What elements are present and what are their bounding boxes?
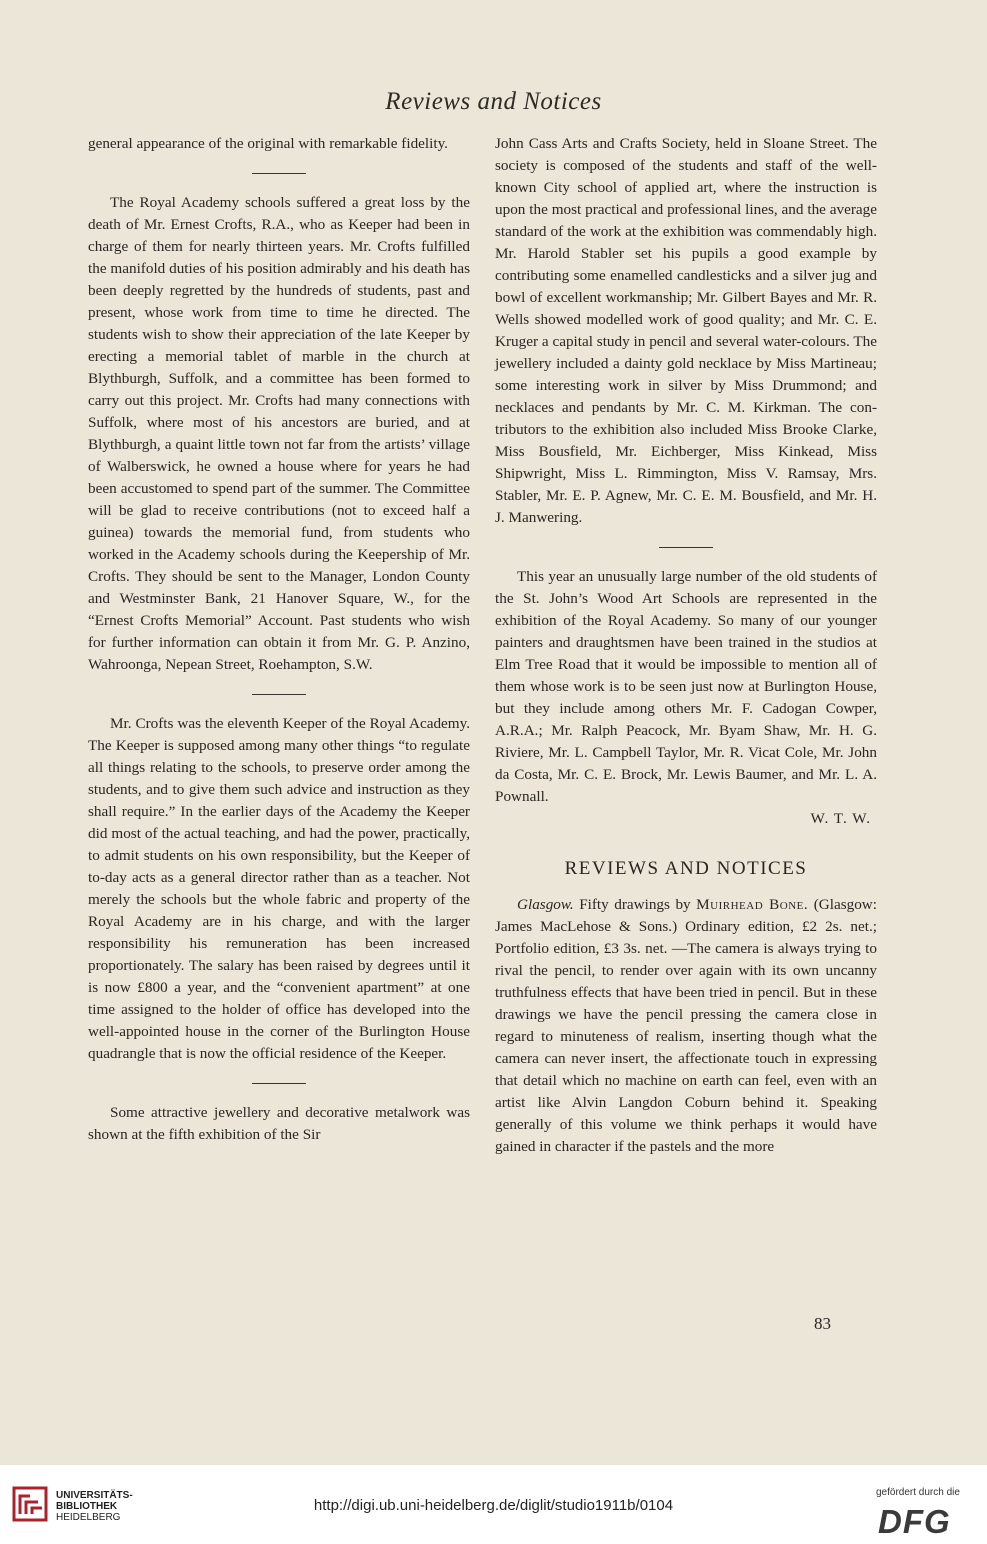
right-paragraph-2: This year an unusually large number of the old students of the St. John’s Wood Art Schools are represented in the exhibition of the Royal Academy. So many of our younger painters and draughtsmen have been trained in the studios at Elm Tree Road that it would be impossible to mention all of them whose work is to be seen just now at Burlington House, but they include among others Mr. F. Cadogan Cowper, A.R.A.; Mr. Ralph Peacock, Mr. Byam Shaw, Mr. H. G. Riviere, Mr. L. Campbell Taylor, Mr. R. Vicat Cole, Mr. John da Costa, Mr. C. E. Brock, Mr. Lewis Baumer, and Mr. L. A. Pownall. <box>495 568 877 805</box>
library-name-line-3: HEIDELBERG <box>56 1512 121 1523</box>
page-number: 83 <box>814 1314 831 1333</box>
left-paragraph-3: Mr. Crofts was the eleventh Keeper of the Royal Academy. The Keeper is supposed among many other things “to regulate all things relating to the schools, to preserve order among the students, and to give them such advice and instruction as they shall require.” In the earlier days of the Academy the Keeper did most of the actual teaching, and had the power, practically, to admit students on his own responsibility, but the Keeper of to-day acts as a general director rather than as a teacher. Not merely the schools but the whole fabric and property of the Royal Academy are in his charge, and with the larger responsibility his remuneration has been increased proportionately. The salary has been raised by degrees until it is now £800 a year, and the “convenient apartment” at one time assigned to the holder of office has developed into the well-appointed house in the corner of the Burlington House quadrangle that is now the official residence of the Keeper. <box>88 715 470 1062</box>
author-signature: W. T. W. <box>810 810 871 827</box>
library-name-line-2: BIBLIOTHEK <box>56 1501 118 1512</box>
section-divider <box>252 1083 306 1084</box>
review-intro: Fifty drawings by <box>573 896 697 913</box>
left-paragraph-1: general appearance of the original with remarkable fidelity. <box>88 135 448 152</box>
review-author: Muirhead Bone. <box>696 896 809 913</box>
left-column <box>88 133 470 1146</box>
section-divider <box>252 173 306 174</box>
review-paragraph <box>495 894 877 1158</box>
review-title: Glasgow. <box>517 896 574 913</box>
section-divider <box>252 694 306 695</box>
running-head: Reviews and Notices <box>385 88 602 115</box>
section-heading: REVIEWS AND NOTICES <box>564 858 808 879</box>
review-body: (Glasgow: James MacLehose & Sons.) Ordinary edition, £2 2s. net.; Portfolio edition, £3 3s. net. —The camera is always trying to rival the pencil, to render over again with its own uncanny truthfulness effects that have been tried in pencil. But in these drawings we have the pencil pressing the camera close in regard to minuteness of realism, inserting though what the camera can never insert, the affectionate touch in expressing that detail which no machine on earth can feel, even with an artist like Alvin Langdon Coburn behind it. Speaking generally of this volume we think perhaps it would have gained in character if the pastels and the more <box>495 896 877 1155</box>
section-divider <box>659 547 713 548</box>
funder-caption: gefördert durch die <box>876 1487 960 1498</box>
right-paragraph-1: John Cass Arts and Crafts Society, held in Sloane Street. The society is composed of the students and staff of the well-known City school of applied art, where the instruction is upon the most practical and professional lines, and the average standard of the work at the exhibition was commendably high. Mr. Harold Stabler set his pupils a good example by contributing some enamelled candlesticks and a silver jug and bowl of excellent workmanship; Mr. Gilbert Bayes and Mr. R. Wells showed modelled work of good quality; and Mr. C. E. Kruger a capital study in pencil and several water-colours. The jewellery included a dainty gold necklace by Miss Martineau; some interesting work in silver by Miss Drummond; and necklaces and pendants by Mr. C. M. Kirkman. The contributors to the exhibition also included Miss Brooke Clarke, Miss Bousfield, Mr. Eichberger, Miss Kinkead, Miss Shipwright, Miss L. Rimmington, Miss V. Ramsay, Mrs. Stabler, Mr. E. P. Agnew, Mr. C. E. M. Bousfield, and Mr. H. J. Manwering. <box>495 135 877 526</box>
left-paragraph-2: The Royal Academy schools suffered a great loss by the death of Mr. Ernest Crofts, R.A., who as Keeper had been in charge of them for nearly thirteen years. Mr. Crofts fulfilled the manifold duties of his position admirably and his death has been deeply regretted by the hundreds of students, past and present, whose work from time to time he directed. The students wish to show their appreciation of the late Keeper by erecting a memorial tablet of marble in the church at Blythburgh, Suffolk, and a committee has been formed to carry out this project. Mr. Crofts had many connections with Suffolk, where most of his ancestors are buried, and at Blythburgh, a quaint little town not far from the artists’ village of Walberswick, he owned a house where for years he had been accustomed to spend part of the summer. The Committee will be glad to receive contributions (not to exceed half a guinea) towards the memorial fund, from students who worked in the Academy schools during the Keepership of Mr. Crofts. They should be sent to the Manager, London County and Westminster Bank, 21 Hanover Square, W., for the “Ernest Crofts Memorial” Account. Past students who wish for further information can obtain it from Mr. G. P. Anzino, Wahroonga, Nepean Street, Roehampton, S.W. <box>88 194 470 673</box>
source-url-link[interactable]: http://digi.ub.uni-heidelberg.de/diglit/studio1911b/0104 <box>313 1497 674 1514</box>
left-paragraph-4: Some attractive jewellery and decorative metalwork was shown at the fifth exhibition of the Sir <box>88 1104 470 1143</box>
right-column <box>495 133 877 1158</box>
dfg-logo: DFG <box>878 1503 951 1540</box>
library-name-line-1: UNIVERSITÄTS- <box>56 1490 133 1501</box>
